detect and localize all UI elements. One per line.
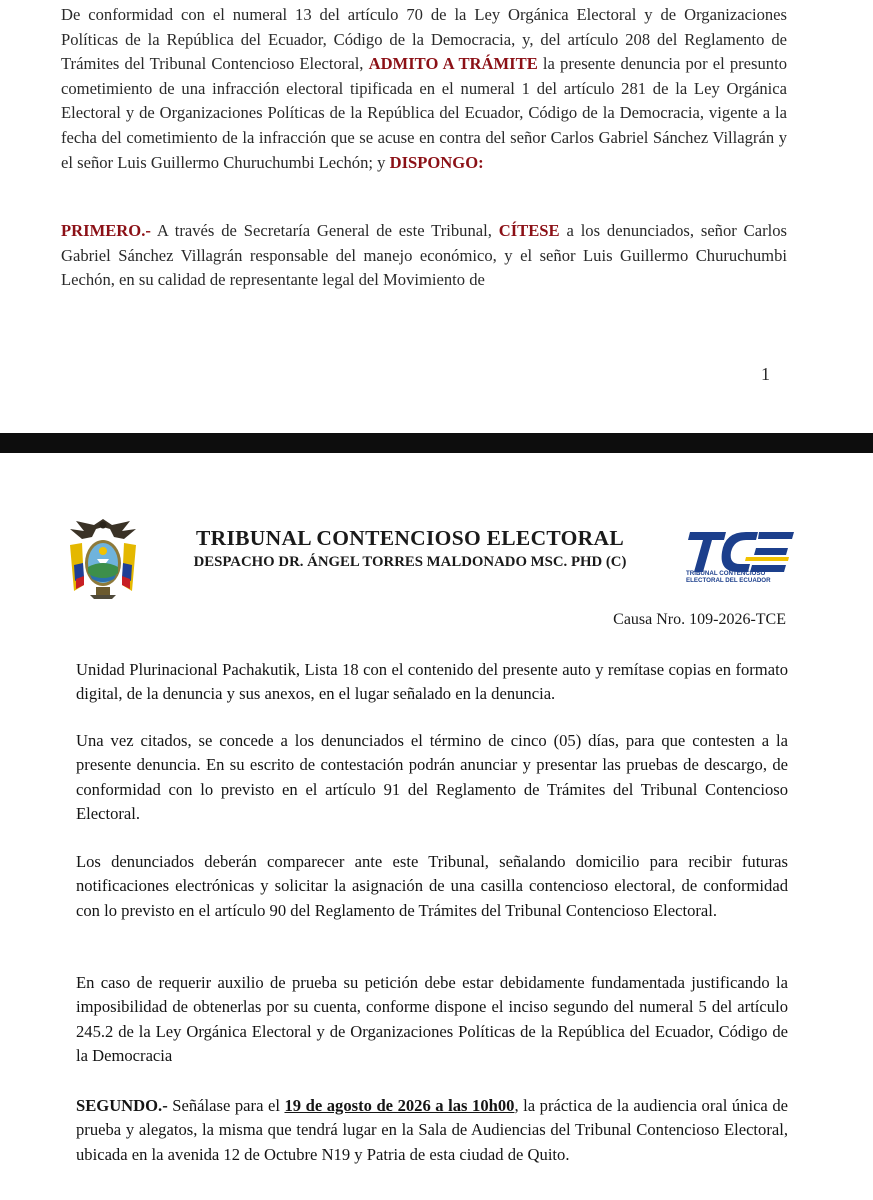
text-run: De conformidad con el numeral 13 del artículo 70 de la Ley Orgánica Electoral y de Organizaciones Políticas de la República del Ecuador, Código de la Democracia, y, del artículo 208 del Reglamento de Trámites del Tribunal Contencioso Electoral,	[61, 5, 787, 74]
primero-paragraph	[61, 219, 787, 293]
page-number: 1	[761, 364, 770, 384]
case-number: Causa Nro. 109-2026-TCE	[613, 611, 786, 628]
citese-bold: CÍTESE	[498, 221, 560, 240]
paragraph-pachakutik: Unidad Plurinacional Pachakutik, Lista 18 con el contenido del presente auto y remítase copias en formato digital, de la denuncia y sus anexos, en el lugar señalado en la denuncia.	[76, 660, 788, 704]
admito-bold: ADMITO A TRÁMITE	[368, 54, 538, 74]
segundo-paragraph	[76, 1094, 788, 1167]
text-run: a los denunciados, señor Carlos Gabriel Sánchez Villagrán responsable del manejo económico, y el señor Luis Guillermo Churuchumbi Lechón, en su calidad de representante legal del Movimiento de	[61, 221, 787, 290]
dispongo-bold: DISPONGO:	[389, 152, 484, 172]
admission-paragraph	[61, 3, 787, 175]
segundo-bold: SEGUNDO.-	[76, 1096, 168, 1115]
paragraph-citados: Una vez citados, se concede a los denunciados el término de cinco (05) días, para que contesten a la presente denuncia. En su escrito de contestación podrán anunciar y presentar las pruebas de descargo, de conformidad con lo previsto en el artículo 91 del Reglamento de Trámites del Tribunal Contencioso Electoral.	[76, 731, 788, 823]
tribunal-title: TRIBUNAL CONTENCIOSO ELECTORAL	[196, 526, 624, 550]
page-2	[0, 453, 873, 1200]
paragraph-auxilio-prueba: En caso de requerir auxilio de prueba su petición debe estar debidamente fundamentada justificando la imposibilidad de obtenerlas por su cuenta, conforme dispone el inciso segundo del numeral 5 del artículo 245.2 de la Ley Orgánica Electoral y de Organizaciones Políticas de la República del Ecuador, Código de la Democracia	[76, 973, 788, 1065]
hearing-date: 19 de agosto de 2026 a las 10h00	[284, 1096, 515, 1115]
logo-caption-line-1: TRIBUNAL CONTENCIOSO	[686, 570, 766, 577]
despacho-subtitle: DESPACHO DR. ÁNGEL TORRES MALDONADO MSC. PHD (C)	[193, 554, 627, 570]
logo-caption-line-2: ELECTORAL DEL ECUADOR	[686, 577, 771, 584]
text-run: A través de Secretaría General de este Tribunal,	[150, 221, 499, 240]
text-run: Señálase para el	[167, 1096, 285, 1115]
paragraph-comparecer: Los denunciados deberán comparecer ante este Tribunal, señalando domicilio para recibir futuras notificaciones electrónicas y solicitar la asignación de una casilla contencioso electoral, de conformidad con lo previsto en el artículo 90 del Reglamento de Trámites del Tribunal Contencioso Electoral.	[76, 852, 788, 920]
page-divider	[0, 433, 873, 453]
ecuador-coat-of-arms-icon	[66, 515, 140, 601]
primero-bold: PRIMERO.-	[61, 221, 151, 240]
tce-logo-caption	[686, 570, 798, 584]
text-run: , la práctica de la audiencia oral única de prueba y alegatos, la misma que tendrá lugar en la Sala de Audiencias del Tribunal Contencioso Electoral, ubicada en la avenida 12 de Octubre N19 y Patria de esta ciudad de Quito.	[76, 1096, 788, 1164]
page-1	[0, 0, 873, 433]
text-run: la presente denuncia por el presunto cometimiento de una infracción electoral tipificada en el numeral 1 del artículo 281 de la Ley Orgánica Electoral y de Organizaciones Políticas de la República del Ecuador, Código de la Democracia, vigente a la fecha del cometimiento de la infracción que se acuse en contra del señor Carlos Gabriel Sánchez Villagrán y el señor Luis Guillermo Churuchumbi Lechón; y	[61, 54, 787, 172]
